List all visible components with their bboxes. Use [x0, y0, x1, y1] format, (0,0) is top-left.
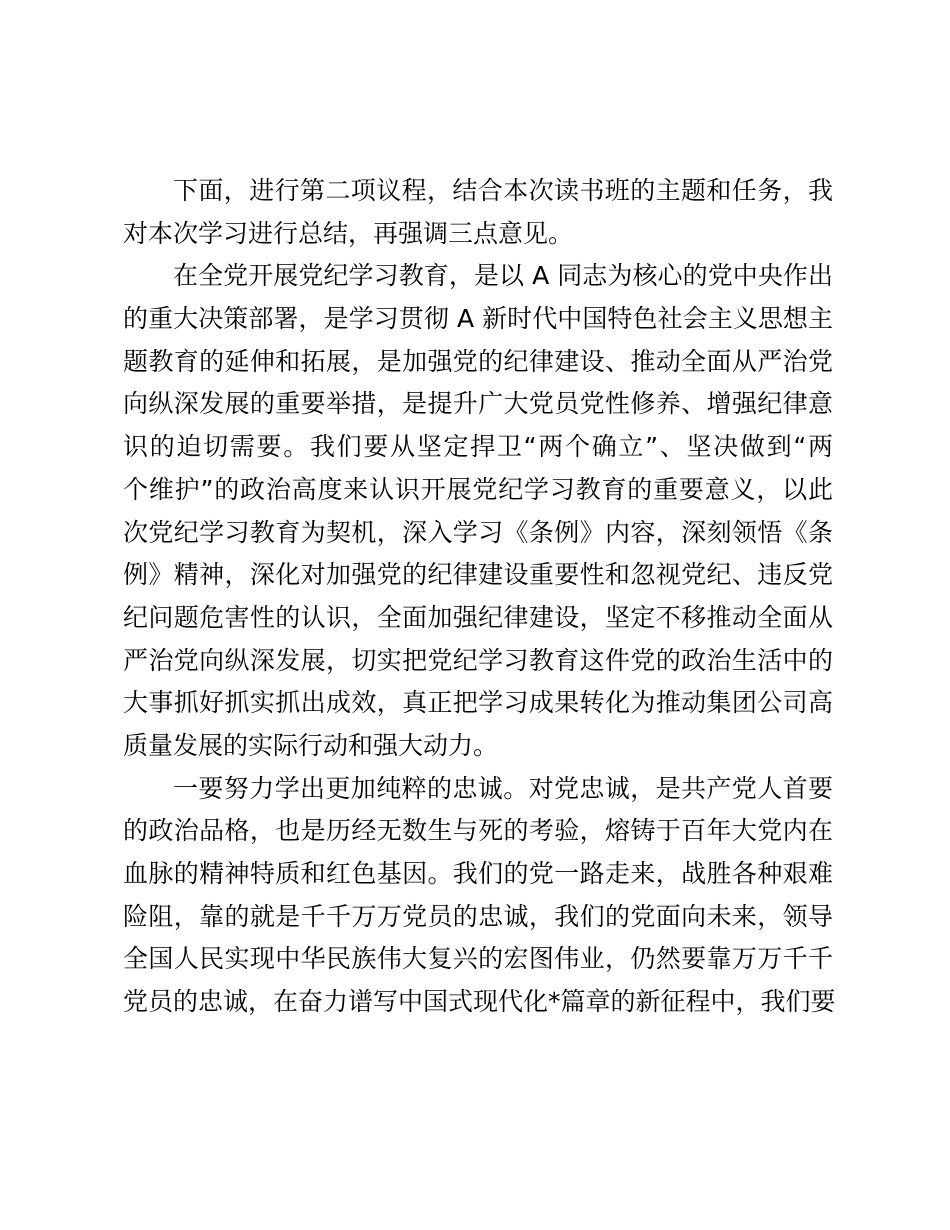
- text-line: 纪问题危害性的认识，全面加强纪律建设，坚定不移推动全面从: [123, 602, 833, 632]
- text-line: 大事抓好抓实抓出成效，真正把学习成果转化为推动集团公司高: [123, 688, 833, 718]
- text-line: 下面，进行第二项议程，结合本次读书班的主题和任务，我: [173, 176, 833, 205]
- text-line: 对本次学习进行总结，再强调三点意见。: [123, 218, 574, 248]
- paragraph-discipline-education: [123, 255, 833, 767]
- document-body: [123, 170, 836, 1024]
- text-line: 险阻，靠的就是千千万万党员的忠诚，我们的党面向未来，领导: [123, 901, 833, 931]
- paragraph-loyalty: [123, 768, 836, 1024]
- text-line: 血脉的精神特质和红色基因。我们的党一路走来，战胜各种艰难: [123, 859, 833, 888]
- text-line: 质量发展的实际行动和强大动力。: [123, 730, 499, 760]
- text-line: 例》精神，深化对加强党的纪律建设重要性和忽视党纪、违反党: [123, 560, 833, 590]
- text-line: 全国人民实现中华民族伟大复兴的宏图伟业，仍然要靠万万千千: [123, 944, 833, 974]
- text-line: 向纵深发展的重要举措，是提升广大党员党性修养、增强纪律意: [123, 389, 833, 419]
- text-line: 党员的忠诚，在奋力谱写中国式现代化*篇章的新征程中，我们要: [123, 987, 836, 1017]
- text-line: 一要努力学出更加纯粹的忠诚。对党忠诚，是共产党人首要: [173, 773, 833, 803]
- text-line: 的政治品格，也是历经无数生与死的考验，熔铸于百年大党内在: [123, 816, 833, 846]
- text-line: 严治党向纵深发展，切实把党纪学习教育这件党的政治生活中的: [123, 645, 833, 675]
- text-line: 的重大决策部署，是学习贯彻 A 新时代中国特色社会主义思想主: [123, 304, 833, 334]
- text-line: 题教育的延伸和拓展，是加强党的纪律建设、推动全面从严治党: [123, 346, 833, 376]
- text-line: 次党纪学习教育为契机，深入学习《条例》内容，深刻领悟《条: [123, 517, 833, 547]
- text-line: 识的迫切需要。我们要从坚定捍卫“两个确立”、坚决做到“两: [123, 432, 833, 462]
- paragraph-agenda-intro: [123, 170, 833, 255]
- text-line: 个维护”的政治高度来认识开展党纪学习教育的重要意义，以此: [123, 474, 833, 504]
- text-line: 在全党开展党纪学习教育，是以 A 同志为核心的党中央作出: [173, 261, 833, 291]
